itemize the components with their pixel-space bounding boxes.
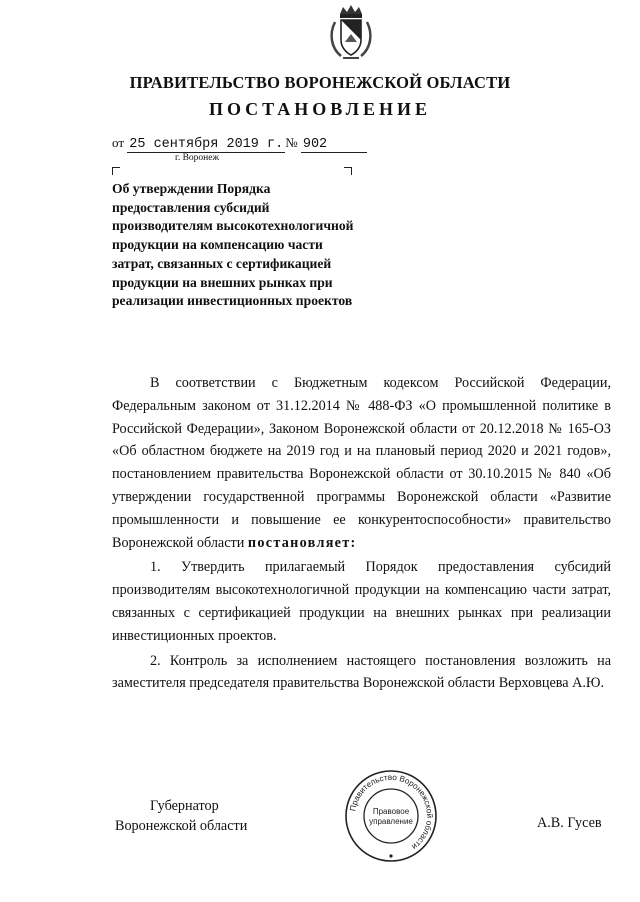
government-title: ПРАВИТЕЛЬСТВО ВОРОНЕЖСКОЙ ОБЛАСТИ xyxy=(129,73,511,92)
clause-2: 2. Контроль за исполнением настоящего постановления возложить на заместителя председателя правительства Воронежской области Верховцева А.Ю. xyxy=(112,652,611,692)
clause-1: 1. Утвердить прилагаемый Порядок предоставления субсидий производителям высокотехнологичной продукции на компенсацию части затрат, связанных с сертификацией продукции на внешних рынках при реализации инвестиционных проектов. xyxy=(112,559,611,644)
stamp-center-line-1: Правовое xyxy=(372,807,410,816)
preamble-paragraph xyxy=(112,372,611,554)
subject-bracket-right xyxy=(344,167,352,175)
number-label: № xyxy=(285,135,298,150)
date-number-line xyxy=(112,135,367,153)
resolves-word: постановляет: xyxy=(247,534,357,551)
position-line-1: Губернатор xyxy=(150,798,219,814)
signatory-position xyxy=(115,796,247,836)
coat-of-arms-icon xyxy=(327,4,375,62)
document-type: ПОСТАНОВЛЕНИЕ xyxy=(208,99,432,119)
subject-bracket-left xyxy=(112,167,120,175)
document-subject: Об утверждении Порядка предоставления субсидий производителям высокотехнологичной продукции на компенсацию части затрат, связанных с сертификацией продукции на внешних рынках при реализации инвестиционных проектов xyxy=(112,181,354,309)
document-date: 25 сентября 2019 г. xyxy=(129,137,284,152)
from-label: от xyxy=(112,135,125,150)
stamp-center-line-2: управление xyxy=(369,817,413,826)
document-number: 902 xyxy=(301,137,367,153)
document-body xyxy=(112,372,611,695)
stamp-ring-text: Правительство Воронежской области xyxy=(348,772,435,852)
preamble-text: В соответствии с Бюджетным кодексом Российской Федерации, Федеральным законом от 31.12.2014 № 488-ФЗ «О промышленной политике в Российской Федерации», Законом Воронежской области от 20.12.2018 № 165-ОЗ «Об областном бюджете на 2019 год и на плановый период 2020 и 2021 годов», постановлением правительства Воронежской области от 30.10.2015 № 840 «Об утверждении государственной программы Воронежской области «Развитие промышленности и повышение ее конкурентоспособности» правительство Воронежской области xyxy=(112,375,611,551)
approval-stamp xyxy=(343,768,439,864)
signer-name: А.В. Гусев xyxy=(537,815,602,831)
position-line-2: Воронежской области xyxy=(115,818,248,834)
city-label: г. Воронеж xyxy=(175,153,220,163)
